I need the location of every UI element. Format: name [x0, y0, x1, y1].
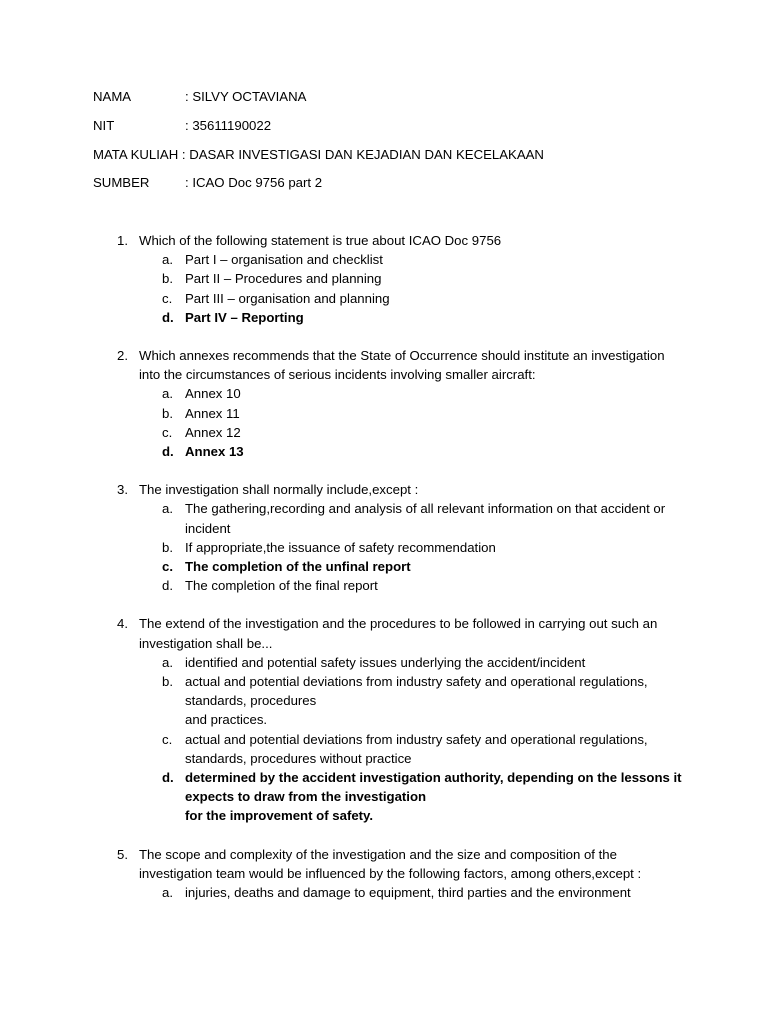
option-letter: c. — [162, 290, 173, 306]
option-letter: b. — [162, 271, 173, 287]
question-number: 1. — [117, 233, 128, 248]
option-letter: a. — [162, 885, 173, 901]
option-text: Annex 10 — [185, 386, 241, 402]
answer-option — [117, 653, 687, 672]
question-number: 2. — [117, 348, 128, 364]
nit-value: : 35611190022 — [185, 117, 272, 133]
option-text: The gathering,recording and analysis of all relevant information on that accident or incident — [185, 501, 666, 536]
nit-label: NIT — [93, 117, 115, 133]
answer-options — [117, 883, 687, 902]
answer-option — [117, 883, 687, 902]
mata-kuliah-row — [93, 145, 544, 164]
question-line — [117, 346, 687, 384]
option-text: actual and potential deviations from industry safety and operational regulations, standards, procedures without practice — [185, 731, 648, 766]
answer-option — [117, 384, 687, 403]
option-text: Part IV – Reporting — [185, 309, 304, 325]
question-line — [117, 845, 687, 883]
sumber-label: SUMBER — [93, 175, 150, 191]
option-letter: b. — [162, 405, 173, 421]
option-text: Annex 13 — [185, 444, 244, 460]
answer-option — [117, 499, 687, 537]
student-info-header — [93, 87, 544, 202]
option-text: Part III – organisation and planning — [185, 290, 390, 306]
option-text: actual and potential deviations from industry safety and operational regulations, standards, procedures and practices. — [185, 674, 648, 728]
question-line — [117, 231, 687, 250]
mata-kuliah-label: MATA KULIAH — [93, 146, 179, 162]
option-letter: a. — [162, 654, 173, 670]
option-letter: a. — [162, 501, 173, 517]
answer-option — [117, 538, 687, 557]
option-letter: a. — [162, 252, 173, 268]
option-letter: d. — [162, 309, 174, 325]
question-item — [117, 231, 687, 327]
question-item — [117, 346, 687, 461]
nama-label: NAMA — [93, 89, 132, 104]
nama-value: : SILVY OCTAVIANA — [185, 89, 307, 104]
option-letter: d. — [162, 578, 173, 594]
option-text: The completion of the unfinal report — [185, 559, 411, 575]
question-line — [117, 614, 687, 652]
answer-options — [117, 384, 687, 461]
answer-options — [117, 499, 687, 595]
question-line — [117, 480, 687, 499]
option-letter: d. — [162, 444, 174, 460]
answer-option-correct — [117, 308, 687, 327]
answer-option — [117, 250, 687, 269]
option-text: If appropriate,the issuance of safety recommendation — [185, 539, 496, 555]
question-item — [117, 845, 687, 903]
answer-option — [117, 289, 687, 308]
option-text: Annex 11 — [185, 405, 240, 421]
question-number: 4. — [117, 616, 128, 632]
mata-kuliah-value: : DASAR INVESTIGASI DAN KEJADIAN DAN KECELAKAAN — [178, 146, 544, 162]
answer-option — [117, 576, 687, 595]
option-letter: b. — [162, 674, 173, 690]
option-text: The completion of the final report — [185, 578, 378, 594]
answer-option — [117, 672, 687, 730]
answer-options — [117, 250, 687, 327]
question-item — [117, 480, 687, 595]
answer-option-correct — [117, 768, 687, 826]
option-text: Part I – organisation and checklist — [185, 252, 383, 268]
question-text: Which annexes recommends that the State of Occurrence should institute an investigation into the circumstances of serious incidents involving smaller aircraft: — [139, 348, 665, 383]
option-letter: d. — [162, 770, 174, 786]
option-text: injuries, deaths and damage to equipment, third parties and the environment — [185, 885, 631, 901]
question-list — [117, 231, 687, 921]
sumber-value: : ICAO Doc 9756 part 2 — [185, 175, 323, 191]
question-number: 3. — [117, 482, 128, 498]
answer-option — [117, 269, 687, 288]
option-text: Part II – Procedures and planning — [185, 271, 382, 287]
answer-option — [117, 404, 687, 423]
nama-row — [93, 87, 544, 106]
answer-option — [117, 423, 687, 442]
answer-option — [117, 730, 687, 768]
nit-row — [93, 116, 544, 135]
option-letter: c. — [162, 559, 173, 575]
option-text: Annex 12 — [185, 424, 241, 440]
option-text: determined by the accident investigation authority, depending on the lessons it expects to draw from the investigation for the improvement of safety. — [185, 770, 682, 824]
answer-options — [117, 653, 687, 826]
question-text: The investigation shall normally include,except : — [139, 482, 419, 498]
option-letter: c. — [162, 731, 173, 747]
option-text: identified and potential safety issues underlying the accident/incident — [185, 654, 586, 670]
option-letter: a. — [162, 386, 173, 402]
option-letter: c. — [162, 424, 173, 440]
answer-option-correct — [117, 442, 687, 461]
question-text: The extend of the investigation and the procedures to be followed in carrying out such an investigation shall be... — [139, 616, 658, 651]
question-text: The scope and complexity of the investigation and the size and composition of the investigation team would be influenced by the following factors, among others,except : — [139, 846, 642, 881]
answer-option-correct — [117, 557, 687, 576]
question-number: 5. — [117, 846, 128, 862]
question-text: Which of the following statement is true about ICAO Doc 9756 — [139, 233, 502, 248]
question-item — [117, 614, 687, 825]
sumber-row — [93, 173, 544, 192]
option-letter: b. — [162, 539, 173, 555]
